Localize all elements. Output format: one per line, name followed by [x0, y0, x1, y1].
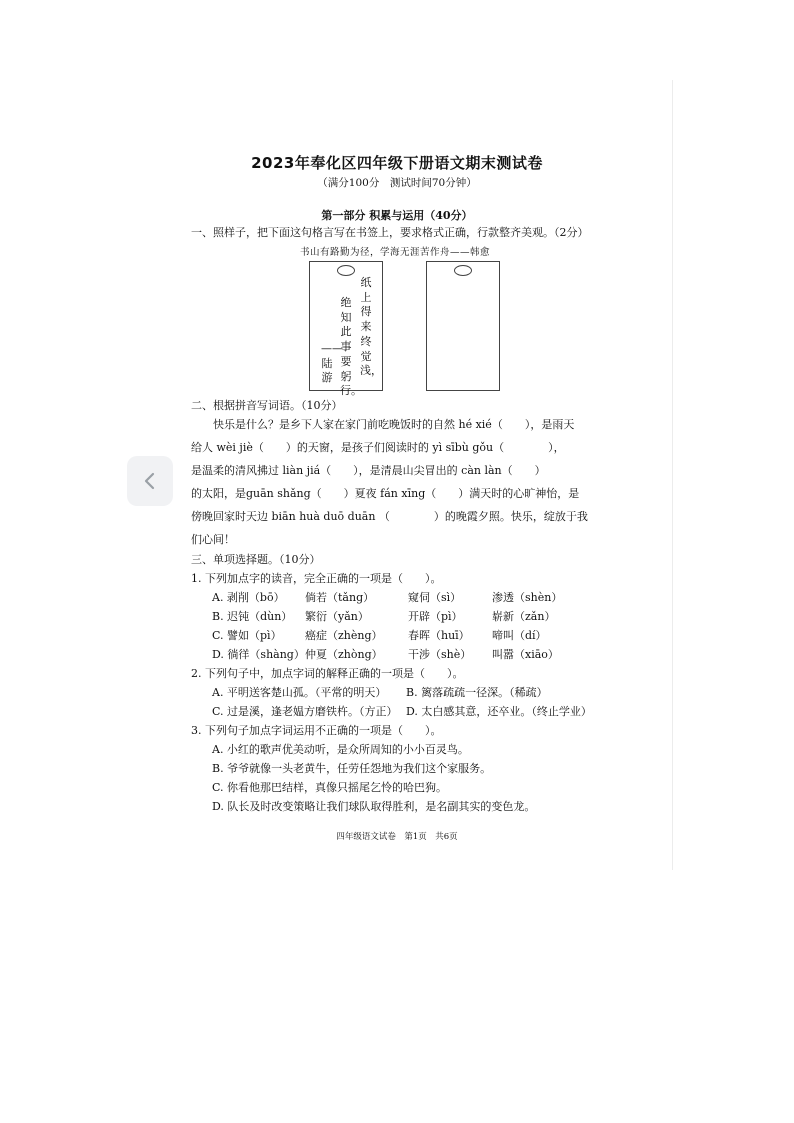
- q1-quote: 书山有路勤为径，学海无涯苦作舟——韩愈: [300, 247, 491, 258]
- q3-s3-option-b: B. 爷爷就像一头老黄牛，任劳任怨地为我们这个家服务。: [212, 762, 492, 775]
- q3-s1-stem: 1. 下列加点字的读音，完全正确的一项是（ ）。: [191, 572, 442, 585]
- q2-line-5: 傍晚回家时天边 biān huà duō duān （ ）的晚霞夕照。快乐，绽放于我: [191, 510, 588, 523]
- q3-s1-option: A. 剥削（bō）: [212, 591, 285, 604]
- q2-prompt: 二、根据拼音写词语。（10分）: [191, 399, 343, 412]
- q3-s2-option-d: D. 太白感其意，还卒业。（终止学业）: [406, 705, 592, 718]
- q2-line-6: 们心间！: [191, 533, 235, 546]
- q3-s3-stem: 3. 下列句子加点字词运用不正确的一项是（ ）。: [191, 724, 442, 737]
- part1-title: 第一部分 积累与运用（40分）: [321, 209, 473, 222]
- q2-line-3: 是温柔的清风拂过 liàn jiá（ ），是清晨山尖冒出的 càn làn（ ）: [191, 464, 546, 477]
- q3-s1-option: C. 譬如（pì）: [212, 629, 282, 642]
- bookmark-col-2: 绝知此事要躬行。: [340, 296, 362, 398]
- q3-s3-option-d: D. 队长及时改变策略让我们球队取得胜利，是名副其实的变色龙。: [212, 800, 536, 813]
- q3-s1-option: 开辟（pì）: [408, 610, 463, 623]
- q3-prompt: 三、单项选择题。（10分）: [191, 553, 321, 566]
- q3-s3-option-c: C. 你看他那巴结样，真像只摇尾乞怜的哈巴狗。: [212, 781, 448, 794]
- q3-s1-option: B. 迟钝（dùn）: [212, 610, 293, 623]
- q2-line-4: 的太阳，是guān shǎng（ ）夏夜 fán xīng（ ）满天时的心旷神怡，是: [191, 487, 580, 500]
- q3-s1-option: 癌症（zhèng）: [305, 629, 383, 642]
- q3-s1-option: 啼叫（dí）: [492, 629, 547, 642]
- q3-s2-option-c: C. 过是溪，逢老媪方磨铁杵。（方正）: [212, 705, 398, 718]
- bookmark-hole: [454, 265, 472, 276]
- q3-s2-stem: 2. 下列句子中，加点字词的解释正确的一项是（ ）。: [191, 667, 464, 680]
- page-edge: [672, 80, 673, 870]
- bookmark-blank: [426, 261, 500, 391]
- bookmark-hole: [337, 265, 355, 276]
- q3-s1-option: 仲夏（zhòng）: [305, 648, 383, 661]
- q3-s2-option-b: B. 篱落疏疏一径深。（稀疏）: [406, 686, 548, 699]
- q3-s1-option: 繁衍（yǎn）: [305, 610, 369, 623]
- q3-s2-option-a: A. 平明送客楚山孤。（平常的明天）: [212, 686, 387, 699]
- bookmark-col-3: ——陆游: [321, 342, 343, 385]
- q3-s1-option: 渗透（shèn）: [492, 591, 563, 604]
- previous-page-button[interactable]: [127, 456, 173, 506]
- q2-line-2: 给人 wèi jiè（ ）的天窗，是孩子们阅读时的 yì sībù gǒu（ ），: [191, 441, 565, 454]
- q1-prompt: 一、照样子，把下面这句格言写在书签上，要求格式正确，行款整齐美观。（2分）: [191, 226, 589, 239]
- page-footer: 四年级语文试卷 第1页 共6页: [336, 832, 458, 842]
- bookmark-example: [309, 261, 383, 398]
- exam-title: 2023年奉化区四年级下册语文期末测试卷: [251, 154, 543, 172]
- chevron-left-icon: [143, 472, 157, 490]
- q3-s1-option: 叫嚣（xiāo）: [492, 648, 559, 661]
- q3-s1-option: 崭新（zǎn）: [492, 610, 556, 623]
- bookmark-col-1: 纸上得来终觉浅，: [360, 276, 382, 378]
- exam-subtitle: （满分100分 测试时间70分钟）: [317, 177, 477, 189]
- q3-s3-option-a: A. 小红的歌声优美动听，是众所周知的小小百灵鸟。: [212, 743, 469, 756]
- q3-s1-option: 倘若（tǎng）: [305, 591, 375, 604]
- q3-s1-option: 窥伺（sì）: [408, 591, 462, 604]
- q3-s1-option: 春晖（huī）: [408, 629, 470, 642]
- q3-s1-option: D. 徜徉（shàng）: [212, 648, 305, 661]
- q2-line-1: 快乐是什么？是乡下人家在家门前吃晚饭时的自然 hé xié（ ），是雨天: [213, 418, 575, 431]
- q3-s1-option: 干涉（shè）: [408, 648, 472, 661]
